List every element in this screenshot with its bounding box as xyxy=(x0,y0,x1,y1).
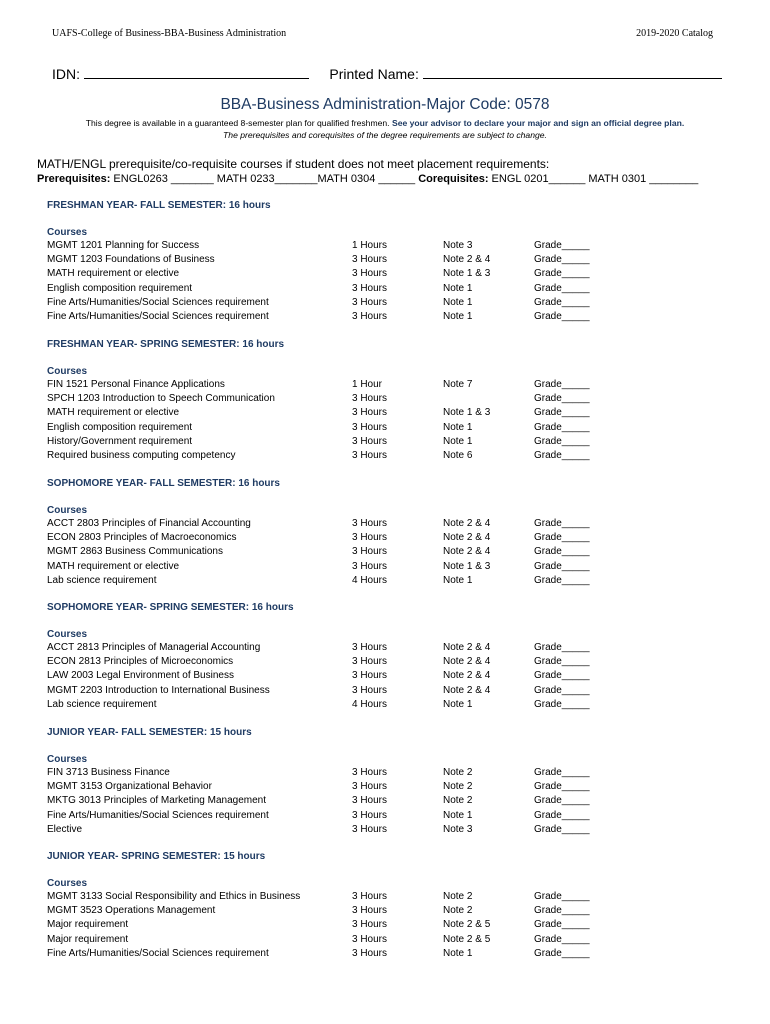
courses-label: Courses xyxy=(47,227,88,238)
course-grade[interactable]: Grade_____ xyxy=(534,795,590,807)
course-note: Note 1 xyxy=(443,421,473,433)
course-name: MATH requirement or elective xyxy=(47,268,180,280)
course-grade[interactable]: Grade_____ xyxy=(534,407,590,419)
course-row xyxy=(47,890,607,904)
course-hours: 3 Hours xyxy=(352,268,388,280)
printed-name-field[interactable] xyxy=(423,64,722,79)
course-hours: 3 Hours xyxy=(352,282,388,294)
course-hours: 4 Hours xyxy=(352,574,388,586)
course-name: MGMT 3133 Social Responsibility and Ethics in Business xyxy=(47,891,301,902)
course-note: Note 1 & 3 xyxy=(443,407,491,419)
course-row xyxy=(47,684,607,698)
semester-title: SOPHOMORE YEAR- FALL SEMESTER: 16 hours xyxy=(47,478,280,489)
course-grade[interactable]: Grade_____ xyxy=(534,560,590,572)
course-note: Note 2 & 4 xyxy=(443,518,491,529)
course-hours: 3 Hours xyxy=(352,823,388,835)
course-row xyxy=(47,823,607,837)
course-row xyxy=(47,310,607,324)
semester-title: FRESHMAN YEAR- FALL SEMESTER: 16 hours xyxy=(47,200,271,211)
course-name: Elective xyxy=(47,823,83,835)
course-grade[interactable]: Grade_____ xyxy=(534,254,590,266)
page-title: BBA-Business Administration-Major Code: 0578 xyxy=(220,96,550,113)
course-grade[interactable]: Grade_____ xyxy=(534,933,590,945)
course-row xyxy=(47,545,607,559)
course-grade[interactable]: Grade_____ xyxy=(534,642,590,653)
id-line xyxy=(52,64,722,82)
course-grade[interactable]: Grade_____ xyxy=(534,698,590,710)
course-name: ACCT 2813 Principles of Managerial Accounting xyxy=(47,642,261,653)
subtitle-plain: This degree is available in a guaranteed 8-semester plan for qualified freshmen. xyxy=(85,118,392,128)
course-row xyxy=(47,655,607,669)
semester-title: SOPHOMORE YEAR- SPRING SEMESTER: 16 hours xyxy=(47,602,294,613)
course-name: Fine Arts/Humanities/Social Sciences requirement xyxy=(47,296,269,308)
course-grade[interactable]: Grade_____ xyxy=(534,449,590,461)
courses-label: Courses xyxy=(47,366,88,377)
course-note: Note 1 xyxy=(443,282,473,294)
course-hours: 1 Hours xyxy=(352,240,388,251)
course-hours: 3 Hours xyxy=(352,546,388,558)
course-grade[interactable]: Grade_____ xyxy=(534,379,590,390)
course-hours: 3 Hours xyxy=(352,642,388,653)
course-hours: 3 Hours xyxy=(352,670,388,682)
course-row xyxy=(47,296,607,310)
course-name: Major requirement xyxy=(47,933,129,945)
prereq-line xyxy=(37,173,698,185)
course-name: MGMT 3153 Organizational Behavior xyxy=(47,781,212,793)
course-row xyxy=(47,904,607,918)
course-note: Note 1 xyxy=(443,435,473,447)
course-hours: 1 Hour xyxy=(352,379,383,390)
course-row xyxy=(47,517,607,531)
course-note: Note 2 xyxy=(443,767,473,778)
course-note: Note 1 xyxy=(443,698,473,710)
course-name: FIN 1521 Personal Finance Applications xyxy=(47,379,225,390)
course-grade[interactable]: Grade_____ xyxy=(534,518,590,529)
subtitle-advisor-note: See your advisor to declare your major and sign an official degree plan. xyxy=(391,118,685,128)
course-row xyxy=(47,421,607,435)
course-hours: 3 Hours xyxy=(352,684,388,696)
course-name: MATH requirement or elective xyxy=(47,560,180,572)
course-hours: 3 Hours xyxy=(352,310,388,322)
course-grade[interactable]: Grade_____ xyxy=(534,310,590,322)
course-note: Note 3 xyxy=(443,823,473,835)
course-name: MATH requirement or elective xyxy=(47,407,180,419)
course-note: Note 2 xyxy=(443,781,473,793)
course-note: Note 1 & 3 xyxy=(443,268,491,280)
course-name: MGMT 2863 Business Communications xyxy=(47,546,223,558)
course-hours: 3 Hours xyxy=(352,656,388,668)
semester-title: JUNIOR YEAR- SPRING SEMESTER: 15 hours xyxy=(47,851,266,862)
course-note: Note 1 xyxy=(443,310,473,322)
course-hours: 3 Hours xyxy=(352,767,388,778)
course-note: Note 1 xyxy=(443,947,473,959)
semester-sophomore-spring xyxy=(47,601,607,712)
course-note: Note 2 & 4 xyxy=(443,670,491,682)
course-row xyxy=(47,947,607,961)
course-row xyxy=(47,267,607,281)
course-grade[interactable]: Grade_____ xyxy=(534,574,590,586)
semester-title: FRESHMAN YEAR- SPRING SEMESTER: 16 hours xyxy=(47,339,285,350)
course-row xyxy=(47,918,607,932)
course-note: Note 2 xyxy=(443,905,473,917)
course-hours: 4 Hours xyxy=(352,698,388,710)
coreq-text: ENGL 0201______ MATH 0301 ________ xyxy=(488,173,699,185)
course-name: MGMT 3523 Operations Management xyxy=(47,905,216,917)
course-hours: 3 Hours xyxy=(352,560,388,572)
course-grade[interactable]: Grade_____ xyxy=(534,421,590,433)
course-note: Note 2 & 4 xyxy=(443,546,491,558)
prereq-label: Prerequisites: xyxy=(37,173,111,185)
course-hours: 3 Hours xyxy=(352,435,388,447)
subtitle-disclaimer: The prerequisites and corequisites of the degree requirements are subject to change. xyxy=(223,130,547,140)
course-note: Note 1 & 3 xyxy=(443,560,491,572)
course-name: Required business computing competency xyxy=(47,449,236,461)
course-hours: 3 Hours xyxy=(352,407,388,419)
prereq-text: ENGL0263 _______ MATH 0233_______MATH 0304 ______ xyxy=(110,173,419,185)
course-name: Fine Arts/Humanities/Social Sciences requirement xyxy=(47,310,269,322)
course-hours: 3 Hours xyxy=(352,254,388,266)
course-row xyxy=(47,392,607,406)
course-name: ECON 2813 Principles of Microeconomics xyxy=(47,656,234,668)
course-note: Note 2 & 4 xyxy=(443,532,491,544)
course-note: Note 1 xyxy=(443,809,473,821)
course-hours: 3 Hours xyxy=(352,795,388,807)
course-row xyxy=(47,406,607,420)
course-grade[interactable]: Grade_____ xyxy=(534,296,590,308)
course-hours: 3 Hours xyxy=(352,781,388,793)
course-hours: 3 Hours xyxy=(352,449,388,461)
course-grade[interactable]: Grade_____ xyxy=(534,546,590,558)
course-grade[interactable]: Grade_____ xyxy=(534,891,590,902)
course-name: Fine Arts/Humanities/Social Sciences requirement xyxy=(47,809,269,821)
courses-label: Courses xyxy=(47,629,88,640)
course-hours: 3 Hours xyxy=(352,421,388,433)
prereq-intro: MATH/ENGL prerequisite/co-requisite courses if student does not meet placement requirements: xyxy=(37,157,550,171)
semester-junior-spring xyxy=(47,850,607,961)
coreq-label: Corequisites: xyxy=(418,173,489,185)
course-name: MGMT 1203 Foundations of Business xyxy=(47,254,215,266)
course-row xyxy=(47,574,607,588)
course-grade[interactable]: Grade_____ xyxy=(534,823,590,835)
course-row xyxy=(47,641,607,655)
course-note: Note 3 xyxy=(443,240,473,251)
course-note: Note 1 xyxy=(443,574,473,586)
course-hours: 3 Hours xyxy=(352,947,388,959)
course-row xyxy=(47,933,607,947)
course-row xyxy=(47,282,607,296)
course-name: MKTG 3013 Principles of Marketing Management xyxy=(47,795,266,807)
idn-label: IDN: xyxy=(52,66,80,82)
courses-label: Courses xyxy=(47,754,88,765)
course-grade[interactable]: Grade_____ xyxy=(534,781,590,793)
course-name: FIN 3713 Business Finance xyxy=(47,767,170,778)
header-right: 2019-2020 Catalog xyxy=(636,28,713,39)
course-name: ECON 2803 Principles of Macroeconomics xyxy=(47,532,237,544)
course-note: Note 2 xyxy=(443,795,473,807)
course-grade[interactable]: Grade_____ xyxy=(534,947,590,959)
semester-title: JUNIOR YEAR- FALL SEMESTER: 15 hours xyxy=(47,727,252,738)
course-note: Note 2 & 5 xyxy=(443,933,491,945)
course-row xyxy=(47,794,607,808)
header-left: UAFS-College of Business-BBA-Business Administration xyxy=(52,28,287,39)
course-grade[interactable]: Grade_____ xyxy=(534,393,590,405)
semester-freshman-fall xyxy=(47,199,607,324)
course-row xyxy=(47,531,607,545)
course-grade[interactable]: Grade_____ xyxy=(534,656,590,668)
course-note: Note 2 & 4 xyxy=(443,656,491,668)
course-hours: 3 Hours xyxy=(352,393,388,405)
course-name: ACCT 2803 Principles of Financial Accounting xyxy=(47,518,251,529)
course-grade[interactable]: Grade_____ xyxy=(534,767,590,778)
semester-sophomore-fall xyxy=(47,477,607,588)
course-grade[interactable]: Grade_____ xyxy=(534,684,590,696)
course-hours: 3 Hours xyxy=(352,919,388,931)
course-note: Note 1 xyxy=(443,296,473,308)
course-name: MGMT 1201 Planning for Success xyxy=(47,240,200,251)
course-grade[interactable]: Grade_____ xyxy=(534,919,590,931)
course-grade[interactable]: Grade_____ xyxy=(534,670,590,682)
courses-label: Courses xyxy=(47,878,88,889)
printed-name-label: Printed Name: xyxy=(329,66,419,82)
course-hours: 3 Hours xyxy=(352,532,388,544)
course-grade[interactable]: Grade_____ xyxy=(534,532,590,544)
subtitle-line xyxy=(0,118,770,128)
course-grade[interactable]: Grade_____ xyxy=(534,240,590,251)
course-name: Lab science requirement xyxy=(47,574,157,586)
course-grade[interactable]: Grade_____ xyxy=(534,905,590,917)
course-grade[interactable]: Grade_____ xyxy=(534,435,590,447)
idn-field[interactable] xyxy=(84,64,309,79)
course-row xyxy=(47,669,607,683)
course-grade[interactable]: Grade_____ xyxy=(534,268,590,280)
course-hours: 3 Hours xyxy=(352,809,388,821)
semester-junior-fall xyxy=(47,726,607,837)
course-grade[interactable]: Grade_____ xyxy=(534,809,590,821)
course-note: Note 7 xyxy=(443,379,473,390)
course-hours: 3 Hours xyxy=(352,891,388,902)
course-row xyxy=(47,780,607,794)
course-row xyxy=(47,698,607,712)
course-row xyxy=(47,449,607,463)
course-hours: 3 Hours xyxy=(352,905,388,917)
course-name: Major requirement xyxy=(47,919,129,931)
course-grade[interactable]: Grade_____ xyxy=(534,282,590,294)
course-row xyxy=(47,766,607,780)
course-hours: 3 Hours xyxy=(352,296,388,308)
course-name: Fine Arts/Humanities/Social Sciences requirement xyxy=(47,947,269,959)
semester-freshman-spring xyxy=(47,338,607,463)
course-name: English composition requirement xyxy=(47,282,193,294)
course-note: Note 2 & 5 xyxy=(443,919,491,931)
course-note: Note 2 & 4 xyxy=(443,684,491,696)
course-name: SPCH 1203 Introduction to Speech Communication xyxy=(47,393,275,405)
course-note: Note 2 & 4 xyxy=(443,642,491,653)
course-row xyxy=(47,560,607,574)
course-note: Note 2 & 4 xyxy=(443,254,491,266)
course-name: History/Government requirement xyxy=(47,435,193,447)
course-name: LAW 2003 Legal Environment of Business xyxy=(47,670,234,682)
course-name: English composition requirement xyxy=(47,421,193,433)
course-name: Lab science requirement xyxy=(47,698,157,710)
course-row xyxy=(47,239,607,253)
course-row xyxy=(47,378,607,392)
course-hours: 3 Hours xyxy=(352,518,388,529)
course-note: Note 2 xyxy=(443,891,473,902)
course-hours: 3 Hours xyxy=(352,933,388,945)
course-row xyxy=(47,435,607,449)
course-row xyxy=(47,253,607,267)
course-row xyxy=(47,809,607,823)
course-note: Note 6 xyxy=(443,449,473,461)
courses-label: Courses xyxy=(47,505,88,516)
course-name: MGMT 2203 Introduction to International Business xyxy=(47,684,270,696)
